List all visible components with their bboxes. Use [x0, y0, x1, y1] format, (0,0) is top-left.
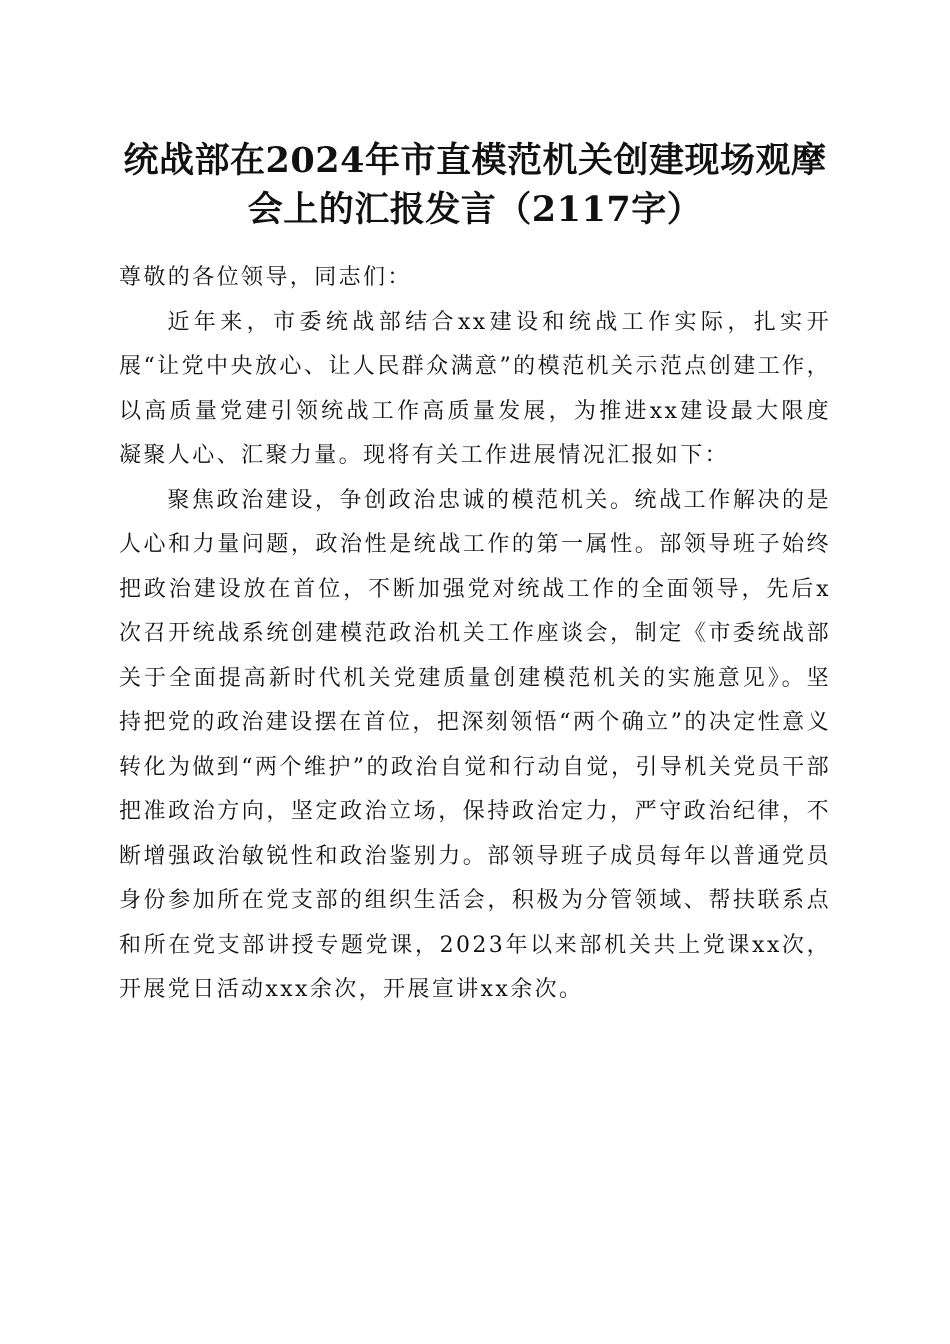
- paragraph-intro: 近年来，市委统战部结合xx建设和统战工作实际，扎实开展“让党中央放心、让人民群众满意”的模范机关示范点创建工作，以高质量党建引领统战工作高质量发展，为推进xx建设最大限度凝聚人心、汇聚力量。现将有关工作进展情况汇报如下：: [119, 309, 831, 468]
- document-title: [100, 136, 850, 234]
- paragraph-political-building: 聚焦政治建设，争创政治忠诚的模范机关。统战工作解决的是人心和力量问题，政治性是统战工作的第一属性。部领导班子始终把政治建设放在首位，不断加强党对统战工作的全面领导，先后x次召开统战系统创建模范政治机关工作座谈会，制定《市委统战部关于全面提高新时代机关党建质量创建模范机关的实施意见》。坚持把党的政治建设摆在首位，把深刻领悟“两个确立”的决定性意义转化为做到“两个维护”的政治自觉和行动自觉，引导机关党员干部把准政治方向，坚定政治立场，保持政治定力，严守政治纪律，不断增强政治敏锐性和政治鉴别力。部领导班子成员每年以普通党员身份参加所在党支部的组织生活会，积极为分管领域、帮扶联系点和所在党支部讲授专题党课，2023年以来部机关共上党课xx次，开展党日活动xxx余次，开展宣讲xx余次。: [119, 487, 831, 1002]
- title-line-2: 会上的汇报发言（2117字）: [247, 189, 703, 230]
- title-line-1: 统战部在2024年市直模范机关创建现场观摩: [123, 140, 827, 181]
- document-body: [119, 256, 831, 1013]
- salutation: 尊敬的各位领导，同志们：: [119, 265, 412, 290]
